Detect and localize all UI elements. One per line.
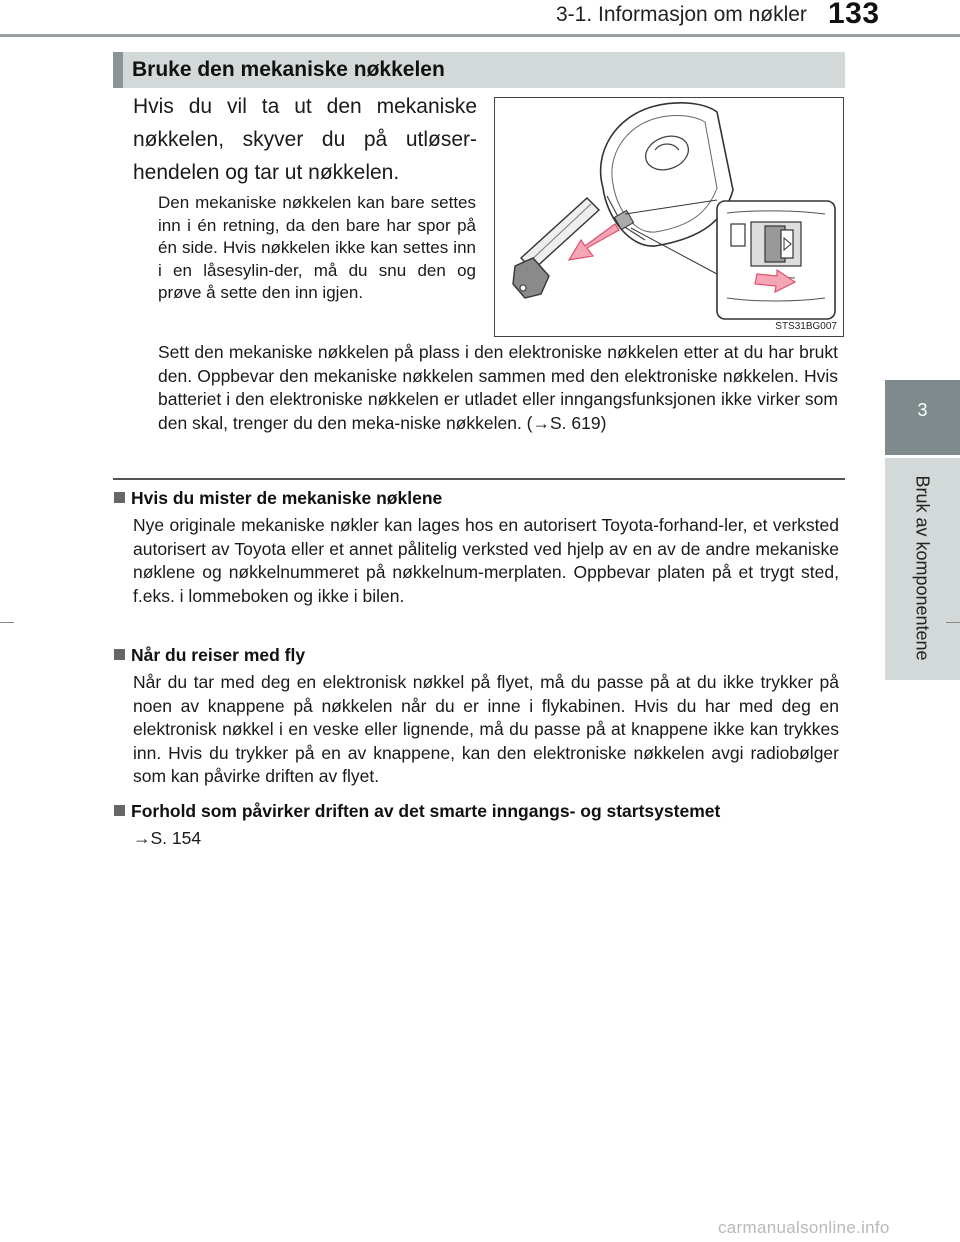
square-bullet-icon [114, 492, 125, 503]
subsection-body: Nye originale mekaniske nøkler kan lages hos en autorisert Toyota-forhand-ler, et verksted autorisert av Toyota eller et annet pålitelig verksted ved hjelp av en av de andre mekaniske nøklene og nøkkelnummeret på nøkkelnum-merplaten. Oppbevar platen på et trygt sted, f.eks. i lommeboken og ikke i bilen. [133, 515, 839, 606]
square-bullet-icon [114, 649, 125, 660]
header-section-title: 3-1. Informasjon om nøkler [556, 3, 807, 26]
key-drawing [495, 98, 842, 335]
key-fob-icon [601, 103, 733, 246]
page-number: 133 [828, 0, 880, 30]
subsection-heading: Hvis du mister de mekaniske nøklene [114, 488, 442, 509]
section-title-accent [113, 52, 123, 88]
subsection-heading: Forhold som påvirker driften av det smarte inngangs- og startsystemet [114, 801, 720, 822]
header-rule [0, 34, 960, 37]
chapter-number: 3 [917, 400, 928, 420]
section-separator [113, 478, 845, 480]
section-title: Bruke den mekaniske nøkkelen [132, 58, 445, 81]
square-bullet-icon [114, 805, 125, 816]
release-lever-detail [717, 201, 835, 319]
crop-mark [0, 622, 14, 623]
watermark: carmanualsonline.info [718, 1218, 890, 1237]
figure-code: STS31BG007 [775, 321, 837, 332]
subsection-body: Når du tar med deg en elektronisk nøkkel på flyet, må du passe på at du ikke trykker på noen av knappene på nøkkelen når du er inne i flykabinen. Hvis du har med deg en elektronisk nøkkel i en veske eller lignende, må du passe på at knappene ikke kan trykkes inn. Hvis du trykker på en av knappene, kan den elektroniske nøkkelen avgi radiobølger som kan påvirke driften av flyet. [133, 672, 839, 786]
chapter-title: Bruk av komponentene [912, 475, 933, 661]
subsection-heading: Når du reiser med fly [114, 645, 305, 666]
crop-mark [946, 622, 960, 623]
note-paragraph: Den mekaniske nøkkelen kan bare settes inn i én retning, da den bare har spor på én side. Hvis nøkkelen ikke kan settes inn i en låsesylin-der, må du snu den og prøve å sette den inn igjen. [158, 193, 476, 302]
body-paragraph: Sett den mekaniske nøkkelen på plass i den elektroniske nøkkelen etter at du har brukt den. Oppbevar den mekaniske nøkkelen sammen med den elektroniske nøkkelen. Hvis batteriet i den elektroniske nøkkelen er utladet eller inngangsfunksjonen ikke virker som den skal, trenger du den meka-niske nøkkelen. (→S. 619) [158, 342, 838, 433]
page-reference: →S. 154 [133, 828, 202, 848]
key-illustration [494, 97, 844, 337]
lead-paragraph: Hvis du vil ta ut den mekaniske nøkkelen, skyver du på utløser-hendelen og tar ut nøkkelen. [133, 95, 477, 184]
